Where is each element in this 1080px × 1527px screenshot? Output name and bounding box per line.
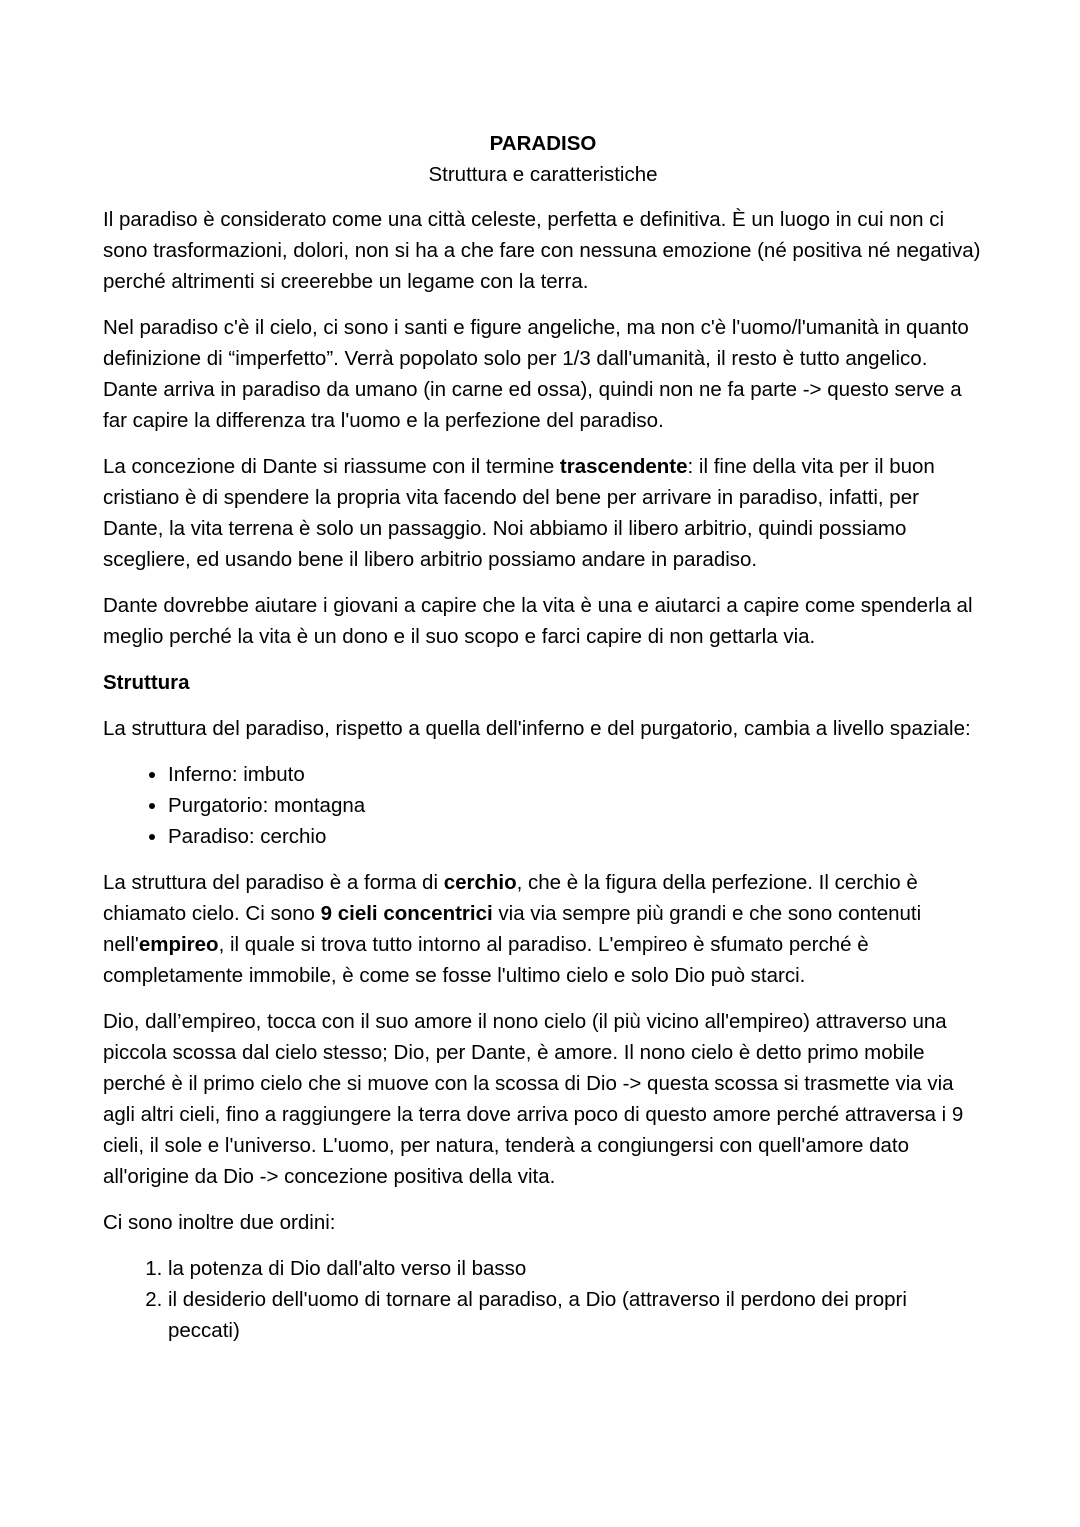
list-item: • Inferno: imbuto [168,759,983,790]
list-item: • Purgatorio: montagna [168,790,983,821]
text-run: : il fine della vita per il buon cristiano è di spendere la propria vita facendo del bene per arrivare in paradiso, infatti, per Dante, la vita terrena è solo un passaggio. Noi abbiamo il libero arbitrio, quindi possiamo scegliere, ed usando bene il libero arbitrio possiamo andare in paradiso. [103,455,935,571]
paragraph-intro: Il paradiso è considerato come una città celeste, perfetta e definitiva. È un luogo in cui non ci sono trasformazioni, dolori, non si ha a che fare con nessuna emozione (né positiva né negativa) perché altrimenti si creerebbe un legame con la terra. [103,208,981,293]
paragraph-struttura-intro: La struttura del paradiso, rispetto a quella dell'inferno e del purgatorio, cambia a livello spaziale: [103,717,971,740]
list-item: • Paradiso: cerchio [168,821,983,852]
bold-term-cieli: 9 cieli concentrici [320,902,493,925]
paragraph-giovani: Dante dovrebbe aiutare i giovani a capire che la vita è una e aiutarci a capire come spenderla al meglio perché la vita è un dono e il suo scopo e farci capire di non gettarla via. [103,594,973,648]
bold-term-trascendente: trascendente [559,455,688,478]
bold-term-empireo: empireo [138,933,219,956]
text-run: La struttura del paradiso è a forma di [103,871,444,894]
text-run: La concezione di Dante si riassume con il termine [103,455,560,478]
ordered-list [103,1253,983,1346]
paragraph-cerchio [103,867,983,991]
text-run: , il quale si trova tutto intorno al paradiso. L'empireo è sfumato perché è completamente immobile, è come se fosse l'ultimo cielo e solo Dio può starci. [103,933,869,987]
bullet-list [103,759,983,852]
section-heading-struttura: Struttura [103,671,190,694]
page-title: PARADISO [489,132,597,155]
text-run: via via sempre più grandi e che sono contenuti nell' [103,902,922,956]
list-item: 1. la potenza di Dio dall'alto verso il basso [168,1253,983,1284]
text-run: , che è la figura della perfezione. Il cerchio è chiamato cielo. Ci sono [103,871,918,925]
page-subtitle: Struttura e caratteristiche [428,163,658,186]
paragraph-amore: Dio, dall’empireo, tocca con il suo amore il nono cielo (il più vicino all'empireo) attraverso una piccola scossa dal cielo stesso; Dio, per Dante, è amore. Il nono cielo è detto primo mobile perché è il primo cielo che si muove con la scossa di Dio -> questa scossa si trasmette via via agli altri cieli, fino a raggiungere la terra dove arriva poco di questo amore perché attraversa i 9 cieli, il sole e l'universo. L'uomo, per natura, tenderà a congiungersi con quell'amore dato all'origine da Dio -> concezione positiva della vita. [103,1010,964,1188]
document-page [103,128,983,1361]
paragraph-cielo: Nel paradiso c'è il cielo, ci sono i santi e figure angeliche, ma non c'è l'uomo/l'umanità in quanto definizione di “imperfetto”. Verrà popolato solo per 1/3 dall'umanità, il resto è tutto angelico. Dante arriva in paradiso da umano (in carne ed ossa), quindi non ne fa parte -> questo serve a far capire la differenza tra l'uomo e la perfezione del paradiso. [103,316,969,432]
bold-term-cerchio: cerchio [443,871,517,894]
paragraph-concezione [103,451,983,575]
paragraph-ordini: Ci sono inoltre due ordini: [103,1211,336,1234]
list-item: 2. il desiderio dell'uomo di tornare al paradiso, a Dio (attraverso il perdono dei propri peccati) [168,1284,983,1346]
